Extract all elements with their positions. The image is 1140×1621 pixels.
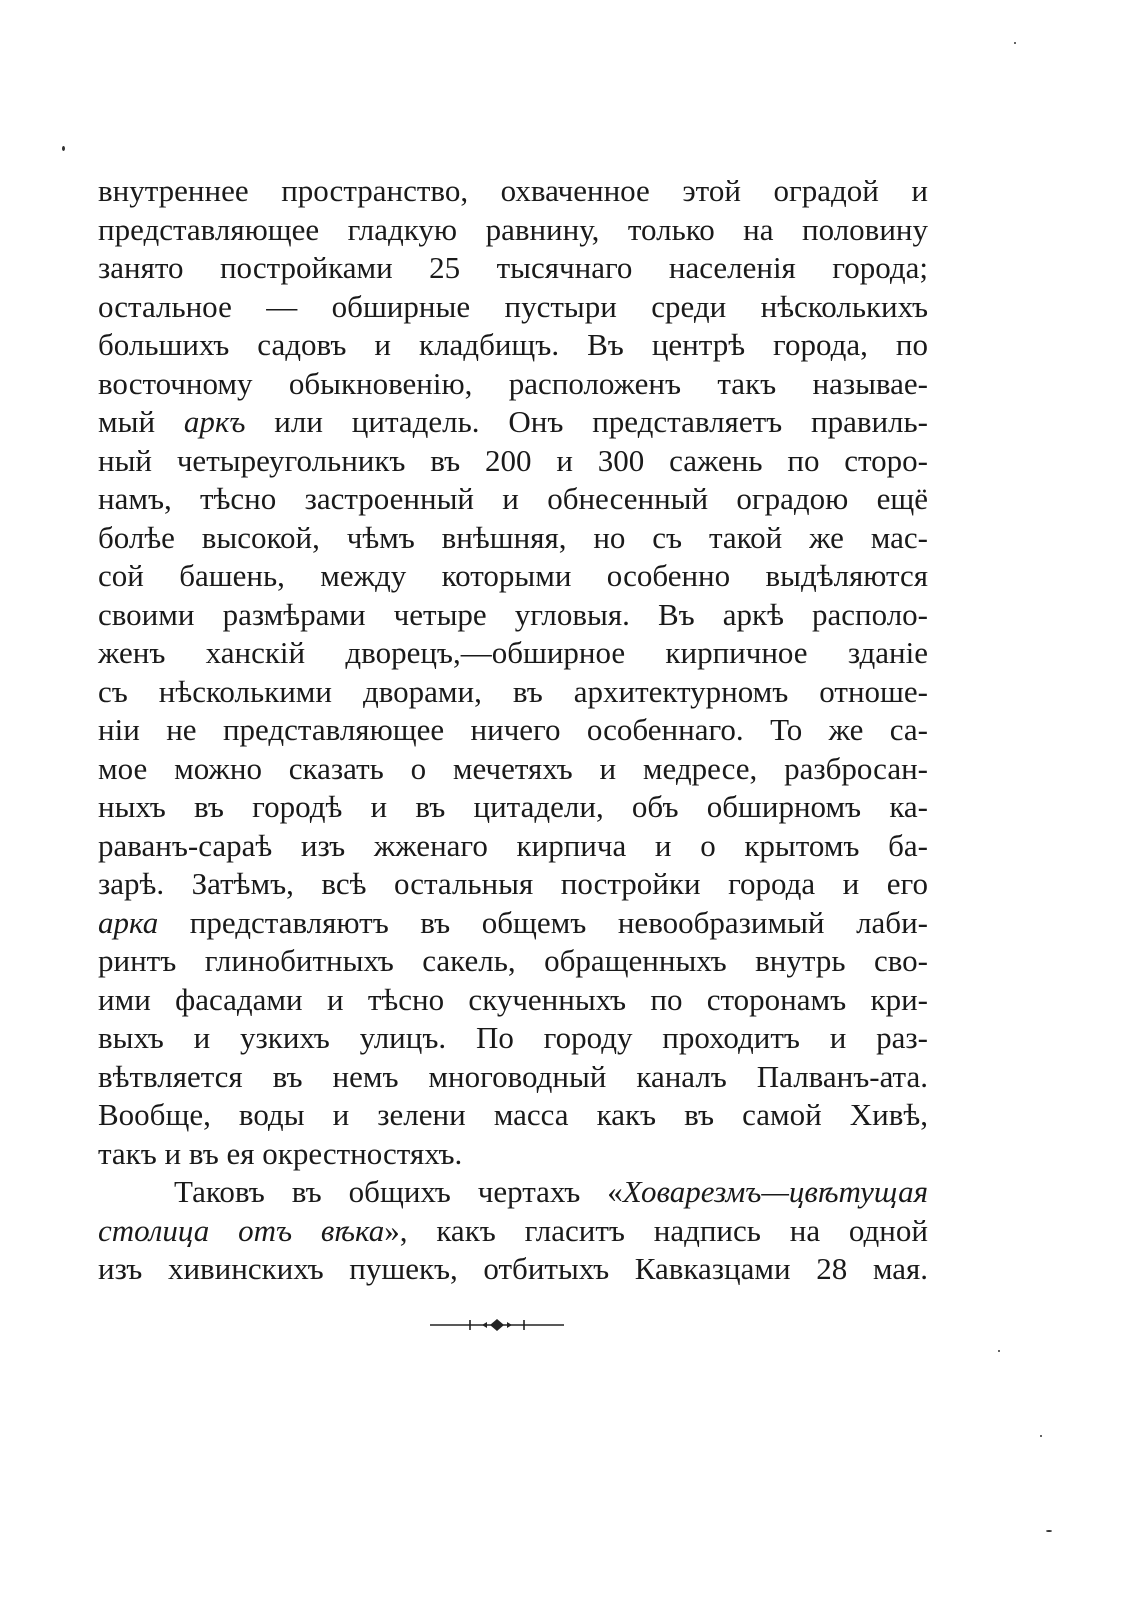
text-line: такъ и въ ея окрестностяхъ. <box>98 1135 463 1171</box>
text-line: болѣе высокой, чѣмъ внѣшняя, но съ такой же мас- <box>98 519 928 555</box>
text-line: Вообще, воды и зелени масса какъ въ самой Хивѣ, <box>98 1097 928 1132</box>
text-span: представляютъ въ общемъ невообразимый лаби- <box>158 904 928 940</box>
italic-quote: столица отъ вѣка <box>98 1212 385 1248</box>
text-line: ими фасадами и тѣсно скученныхъ по сторонамъ кри- <box>98 981 928 1017</box>
text-line: женъ ханскій дворецъ,—обширное кирпичное зданіе <box>98 635 928 670</box>
text-line: ринтъ глинобитныхъ сакель, обращенныхъ внутрь сво- <box>98 943 928 978</box>
text-line <box>98 1173 928 1212</box>
text-line: сой башень, между которыми особенно выдѣляются <box>98 558 928 593</box>
print-speck <box>1046 1530 1052 1532</box>
print-speck <box>1014 42 1016 44</box>
print-speck <box>62 146 65 151</box>
text-line: ныхъ въ городѣ и въ цитадели, объ обширномъ ка- <box>98 789 928 824</box>
text-line: восточному обыкновенію, расположенъ такъ называе- <box>98 365 928 401</box>
text-line <box>98 403 928 442</box>
text-line: раванъ-сараѣ изъ жженаго кирпича и о крытомъ ба- <box>98 827 928 863</box>
text-line: изъ хивинскихъ пушекъ, отбитыхъ Кавказцами 28 мая. <box>98 1251 928 1286</box>
text-line: намъ, тѣсно застроенный и обнесенный оградою ещё <box>98 481 928 516</box>
text-line: большихъ садовъ и кладбищъ. Въ центрѣ города, по <box>98 327 928 362</box>
text-line: представляющее гладкую равнину, только на половину <box>98 211 928 247</box>
italic-quote: Ховарезмъ—цвѣтущая <box>622 1174 928 1209</box>
italic-term: арка <box>98 904 159 940</box>
text-line: остальное — обширные пустыри среди нѣсколькихъ <box>98 288 928 324</box>
text-line <box>98 1212 928 1251</box>
tailpiece-ornament-icon <box>430 1317 564 1333</box>
text-line: зарѣ. Затѣмъ, всѣ остальныя постройки города и его <box>98 866 928 901</box>
text-span: или цитадель. Онъ представляетъ правиль- <box>245 404 928 439</box>
text-line: ный четыреугольникъ въ 200 и 300 сажень по сторо- <box>98 442 928 478</box>
text-line: ніи не представляющее ничего особеннаго. То же са- <box>98 712 928 747</box>
text-line: внутреннее пространство, охваченное этой оградой и <box>98 173 928 208</box>
text-line <box>98 904 928 943</box>
body-text <box>98 172 928 1289</box>
print-speck <box>1040 1435 1042 1437</box>
text-line: своими размѣрами четыре угловыя. Въ аркѣ располо- <box>98 596 928 632</box>
text-span: мый <box>98 404 184 439</box>
text-line: вѣтвляется въ немъ многоводный каналъ Палванъ-ата. <box>98 1058 928 1094</box>
text-line: занято постройками 25 тысячнаго населенія города; <box>98 250 928 285</box>
print-speck <box>998 1350 1000 1352</box>
text-span: Таковъ въ общихъ чертахъ « <box>174 1174 623 1209</box>
italic-term: аркъ <box>183 404 246 439</box>
text-line: мое можно сказать о мечетяхъ и медресе, разбросан- <box>98 750 928 786</box>
text-span: », какъ гласитъ надпись на одной <box>384 1212 928 1248</box>
text-line: выхъ и узкихъ улицъ. По городу проходитъ и раз- <box>98 1020 928 1055</box>
text-line: съ нѣсколькими дворами, въ архитектурномъ отноше- <box>98 673 928 709</box>
